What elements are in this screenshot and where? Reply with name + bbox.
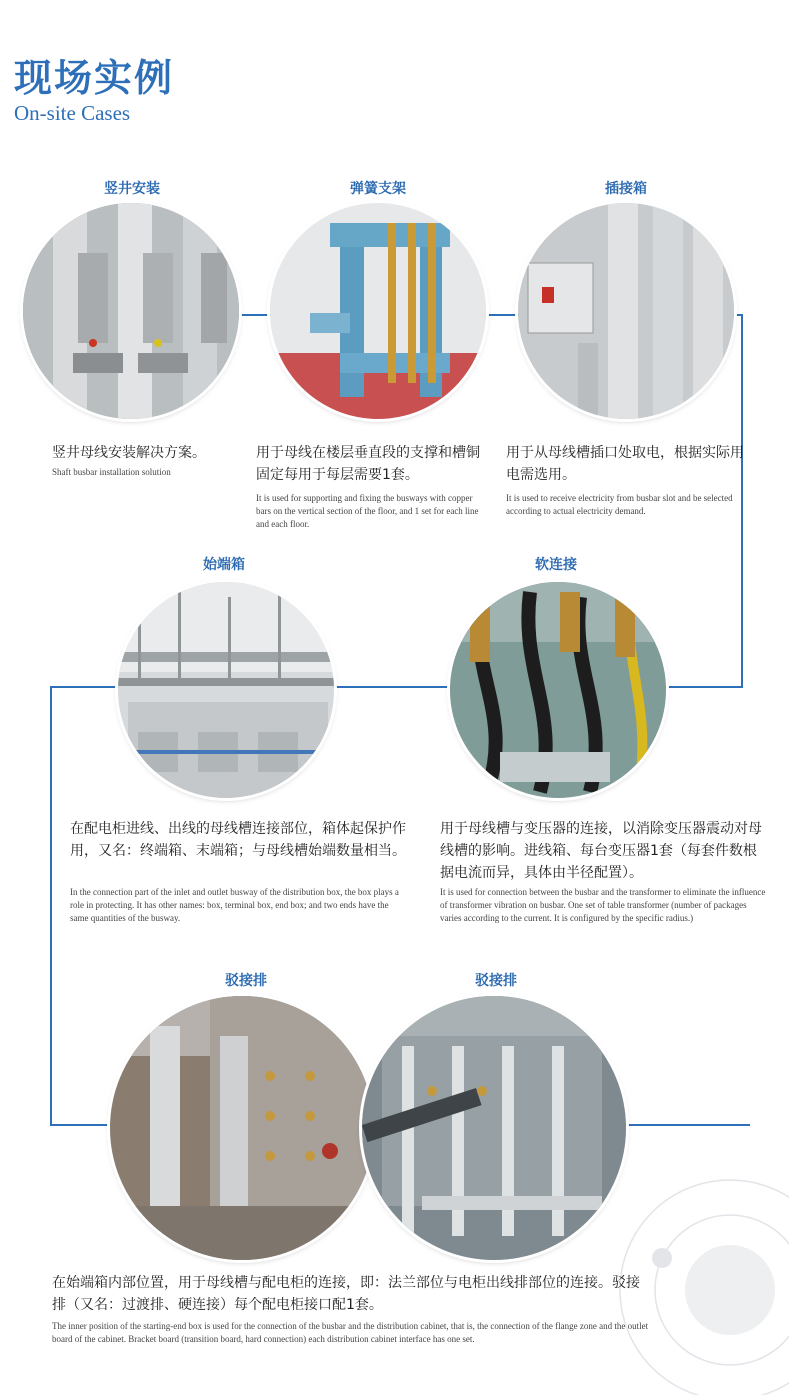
case-label-shaft: 竖井安装 — [104, 181, 160, 197]
case-image-plug-box — [518, 203, 734, 419]
case-desc-en-plug-box: It is used to receive electricity from busbar slot and be selected according to actual electricity demand. — [506, 493, 733, 516]
case-desc-en-spring-bracket: It is used for supporting and fixing the busways with copper bars on the vertical section of the floor, and 1 set for each line and each floor. — [256, 493, 479, 529]
case-desc-cn-plug-box: 用于从母线槽插口处取电，根据实际用电需选用。 — [506, 445, 744, 483]
case-desc-en-start-box: In the connection part of the inlet and outlet busway of the distribution box, the box plays a role in protecting. It has other names: box, terminal box, end box; and two ends have the same quantities of the busway. — [70, 887, 399, 923]
case-desc-cn-shaft: 竖井母线安装解决方案。 — [52, 445, 206, 461]
case-image-flexible — [450, 582, 666, 798]
case-image-bridge-bar-1 — [110, 996, 374, 1260]
case-image-bridge-bar-2 — [362, 996, 626, 1260]
case-label-plug-box: 插接箱 — [605, 181, 647, 197]
bottom-desc-cn: 在始端箱内部位置，用于母线槽与配电柜的连接，即：法兰部位与电柜出线排部位的连接。驳接排（又名：过渡排、硬连接）每个配电柜接口配1套。 — [52, 1275, 640, 1313]
case-desc-cn-spring-bracket: 用于母线在楼层垂直段的支撑和槽铜固定每用于每层需要1套。 — [256, 445, 480, 483]
case-label-flexible: 软连接 — [535, 557, 577, 573]
page-subtitle: On-site Cases — [14, 101, 131, 125]
page-title: 现场实例 — [14, 56, 175, 100]
case-label-start-box: 始端箱 — [203, 557, 245, 573]
case-label-bridge-bar-2: 驳接排 — [475, 973, 517, 989]
case-desc-en-flexible: It is used for connection between the busbar and the transformer to eliminate the influence of transformer vibration on busbar. One set of table transformer (number of packages varies according to the current. It is configured by the specific radius.) — [440, 887, 766, 923]
case-image-shaft — [23, 203, 239, 419]
case-desc-en-shaft: Shaft busbar installation solution — [52, 467, 171, 477]
decorative-rings — [600, 1140, 789, 1395]
bottom-desc-en: The inner position of the starting-end box is used for the connection of the busbar and the distribution cabinet, that is, the connection of the flange zone and the outlet board of the cabinet. Bracket board (transition board, hard connection) each distribution cabinet interface has one set. — [52, 1321, 649, 1344]
case-image-spring-bracket — [270, 203, 486, 419]
case-desc-cn-start-box: 在配电柜进线、出线的母线槽连接部位，箱体起保护作用，又名：终端箱、末端箱；与母线槽始端数量相当。 — [70, 821, 406, 859]
case-image-start-box — [118, 582, 334, 798]
case-label-bridge-bar-1: 驳接排 — [225, 973, 267, 989]
case-desc-cn-flexible: 用于母线槽与变压器的连接，以消除变压器震动对母线槽的影响。进线箱、每台变压器1套（每套件数根据电流而异，具体由半径配置）。 — [440, 821, 762, 881]
case-label-spring-bracket: 弹簧支架 — [350, 181, 406, 197]
connector-line-left — [50, 686, 52, 1126]
